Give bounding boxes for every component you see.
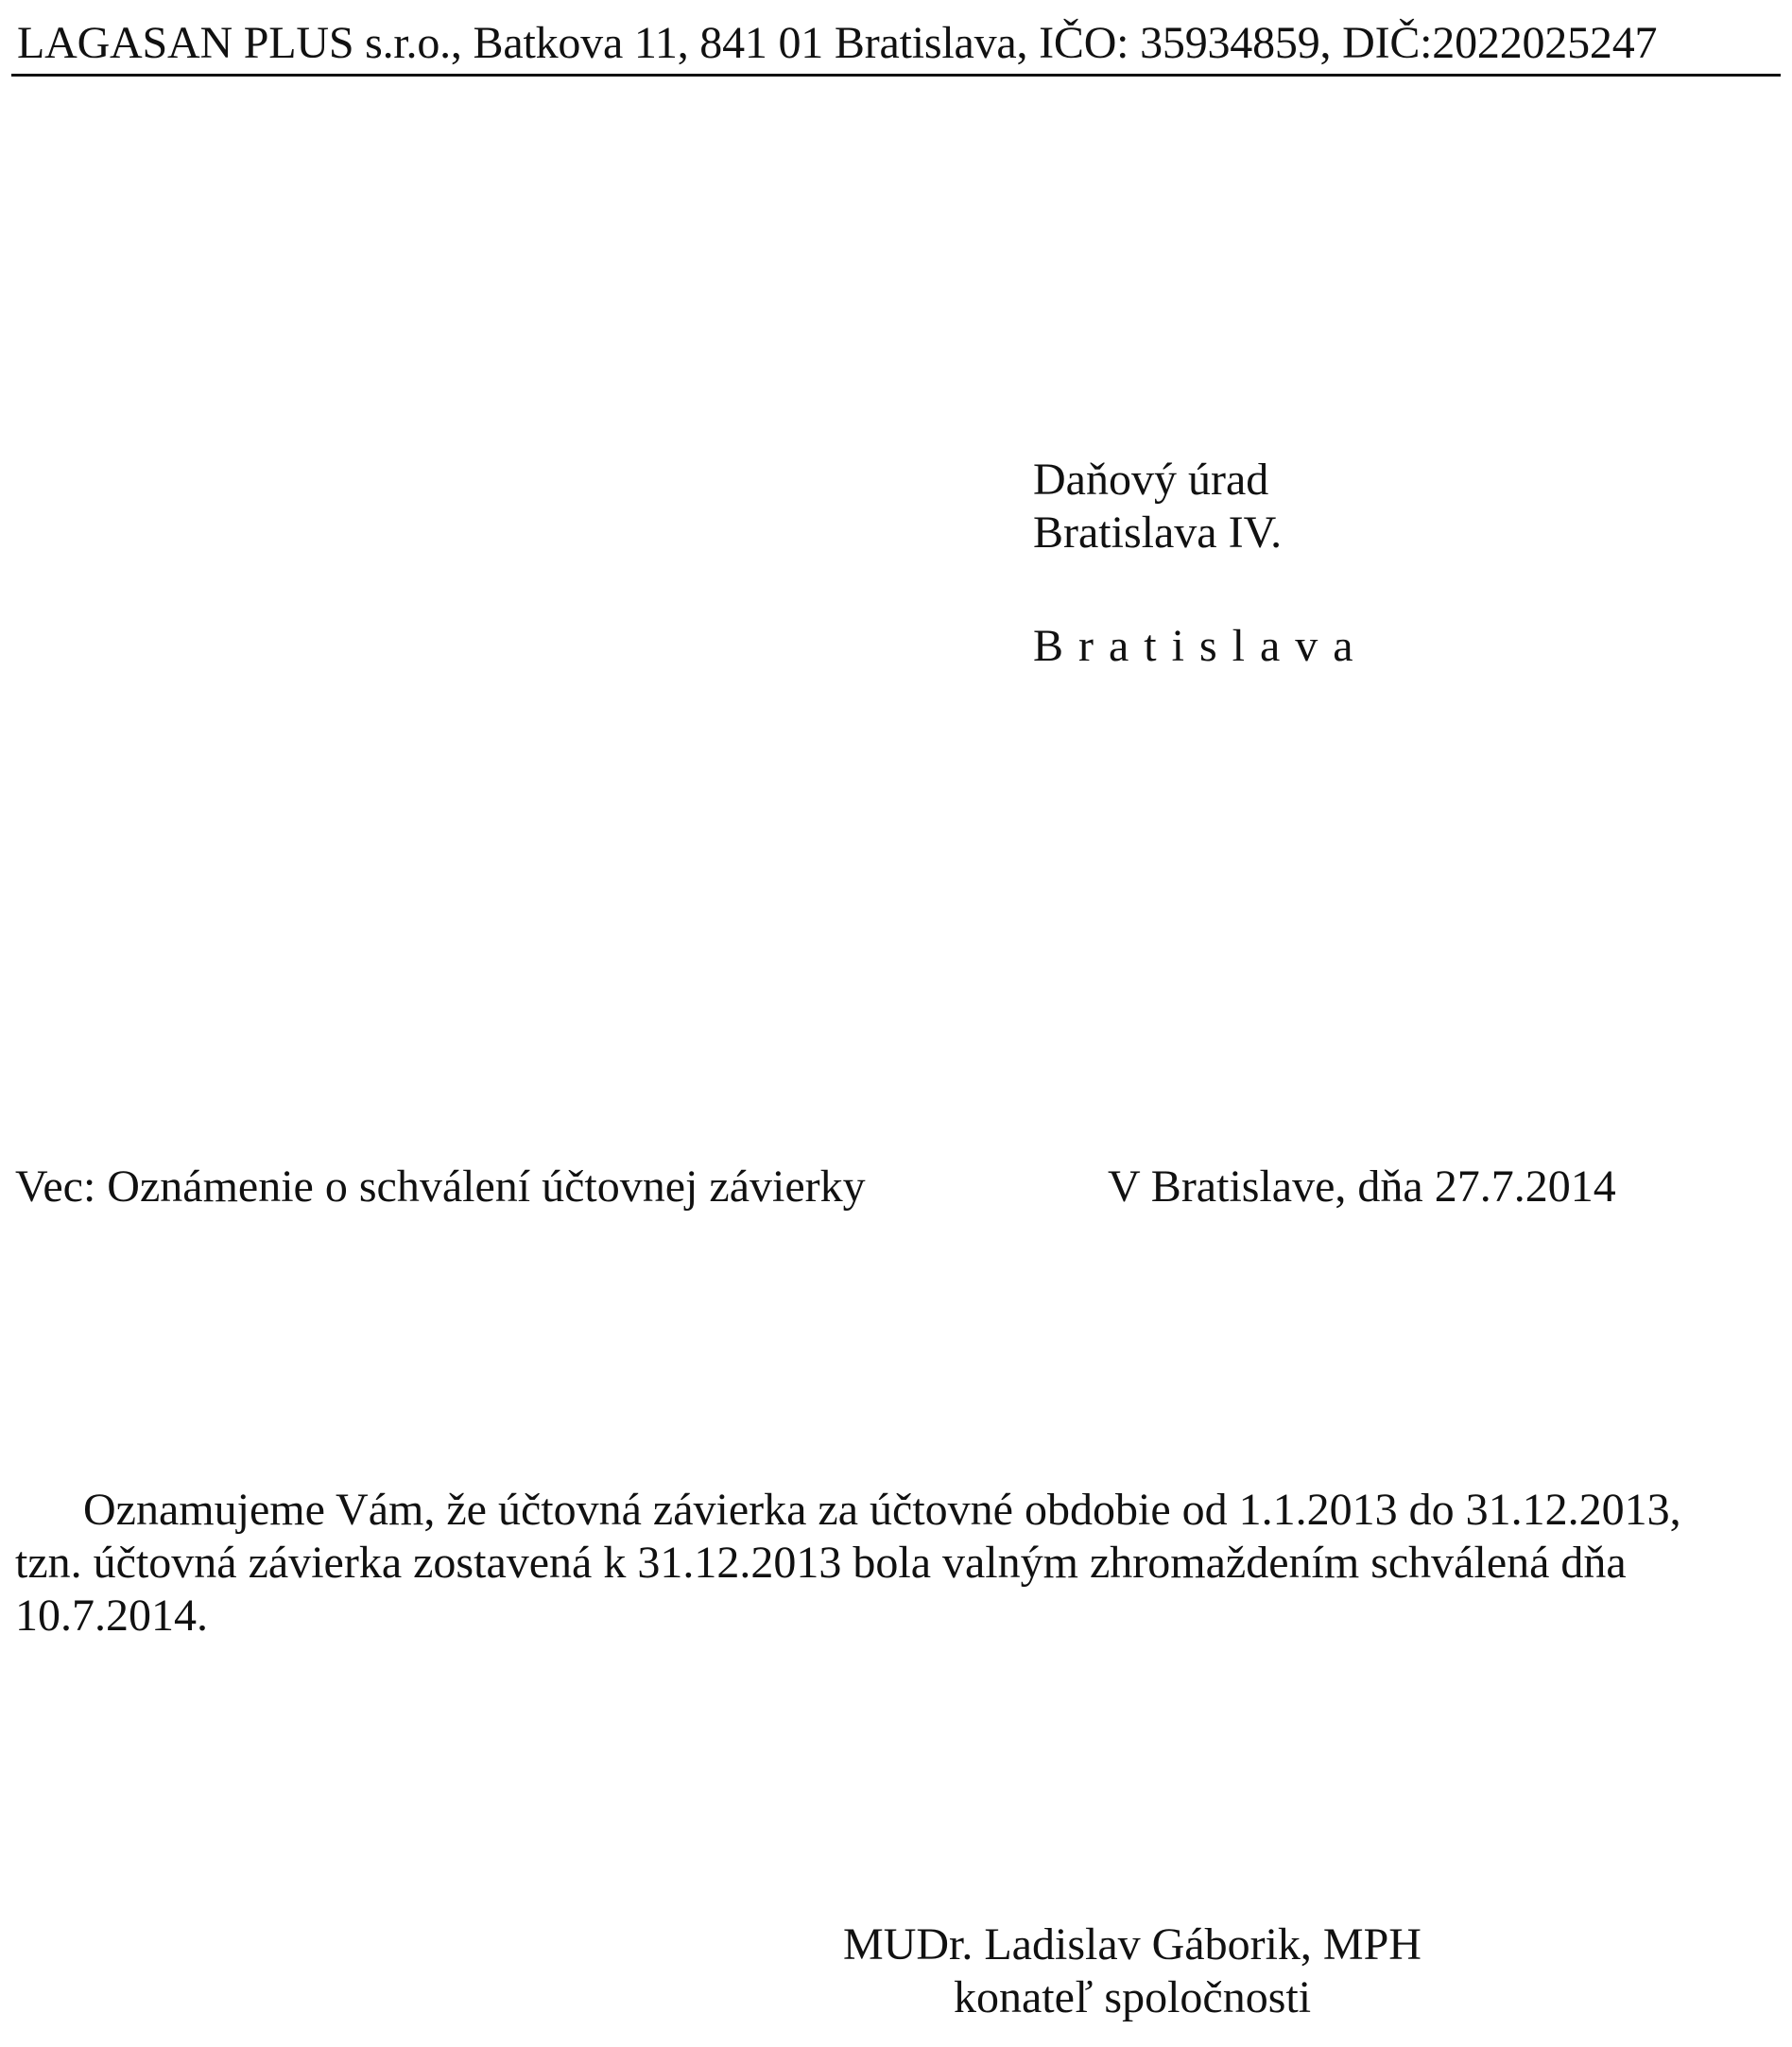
body-line-1: Oznamujeme Vám, že účtovná závierka za účtovné obdobie od 1.1.2013 do 31.12.2013, xyxy=(83,1485,1681,1535)
recipient-branch: Bratislava IV. xyxy=(1033,507,1283,558)
body-line-3: 10.7.2014. xyxy=(15,1591,208,1641)
subject-line: Vec: Oznámenie o schválení účtovnej závierky xyxy=(15,1161,866,1212)
signatory-name: MUDr. Ladislav Gáborik, MPH xyxy=(843,1919,1422,1970)
signatory-role: konateľ spoločnosti xyxy=(953,1972,1312,2022)
signature-block xyxy=(830,1918,1435,2024)
body-paragraph xyxy=(15,1484,1773,1643)
recipient-office: Daňový úrad xyxy=(1033,455,1269,505)
letterhead-rule xyxy=(11,74,1781,77)
recipient-address xyxy=(1033,454,1282,559)
recipient-city: Bratislava xyxy=(1033,621,1369,671)
date-line: V Bratislave, dňa 27.7.2014 xyxy=(1108,1161,1616,1212)
letterhead: LAGASAN PLUS s.r.o., Batkova 11, 841 01 Bratislava, IČO: 35934859, DIČ:2022025247 xyxy=(17,18,1658,68)
body-line-2: tzn. účtovná závierka zostavená k 31.12.2013 bola valným zhromaždením schválená dňa xyxy=(15,1538,1627,1588)
